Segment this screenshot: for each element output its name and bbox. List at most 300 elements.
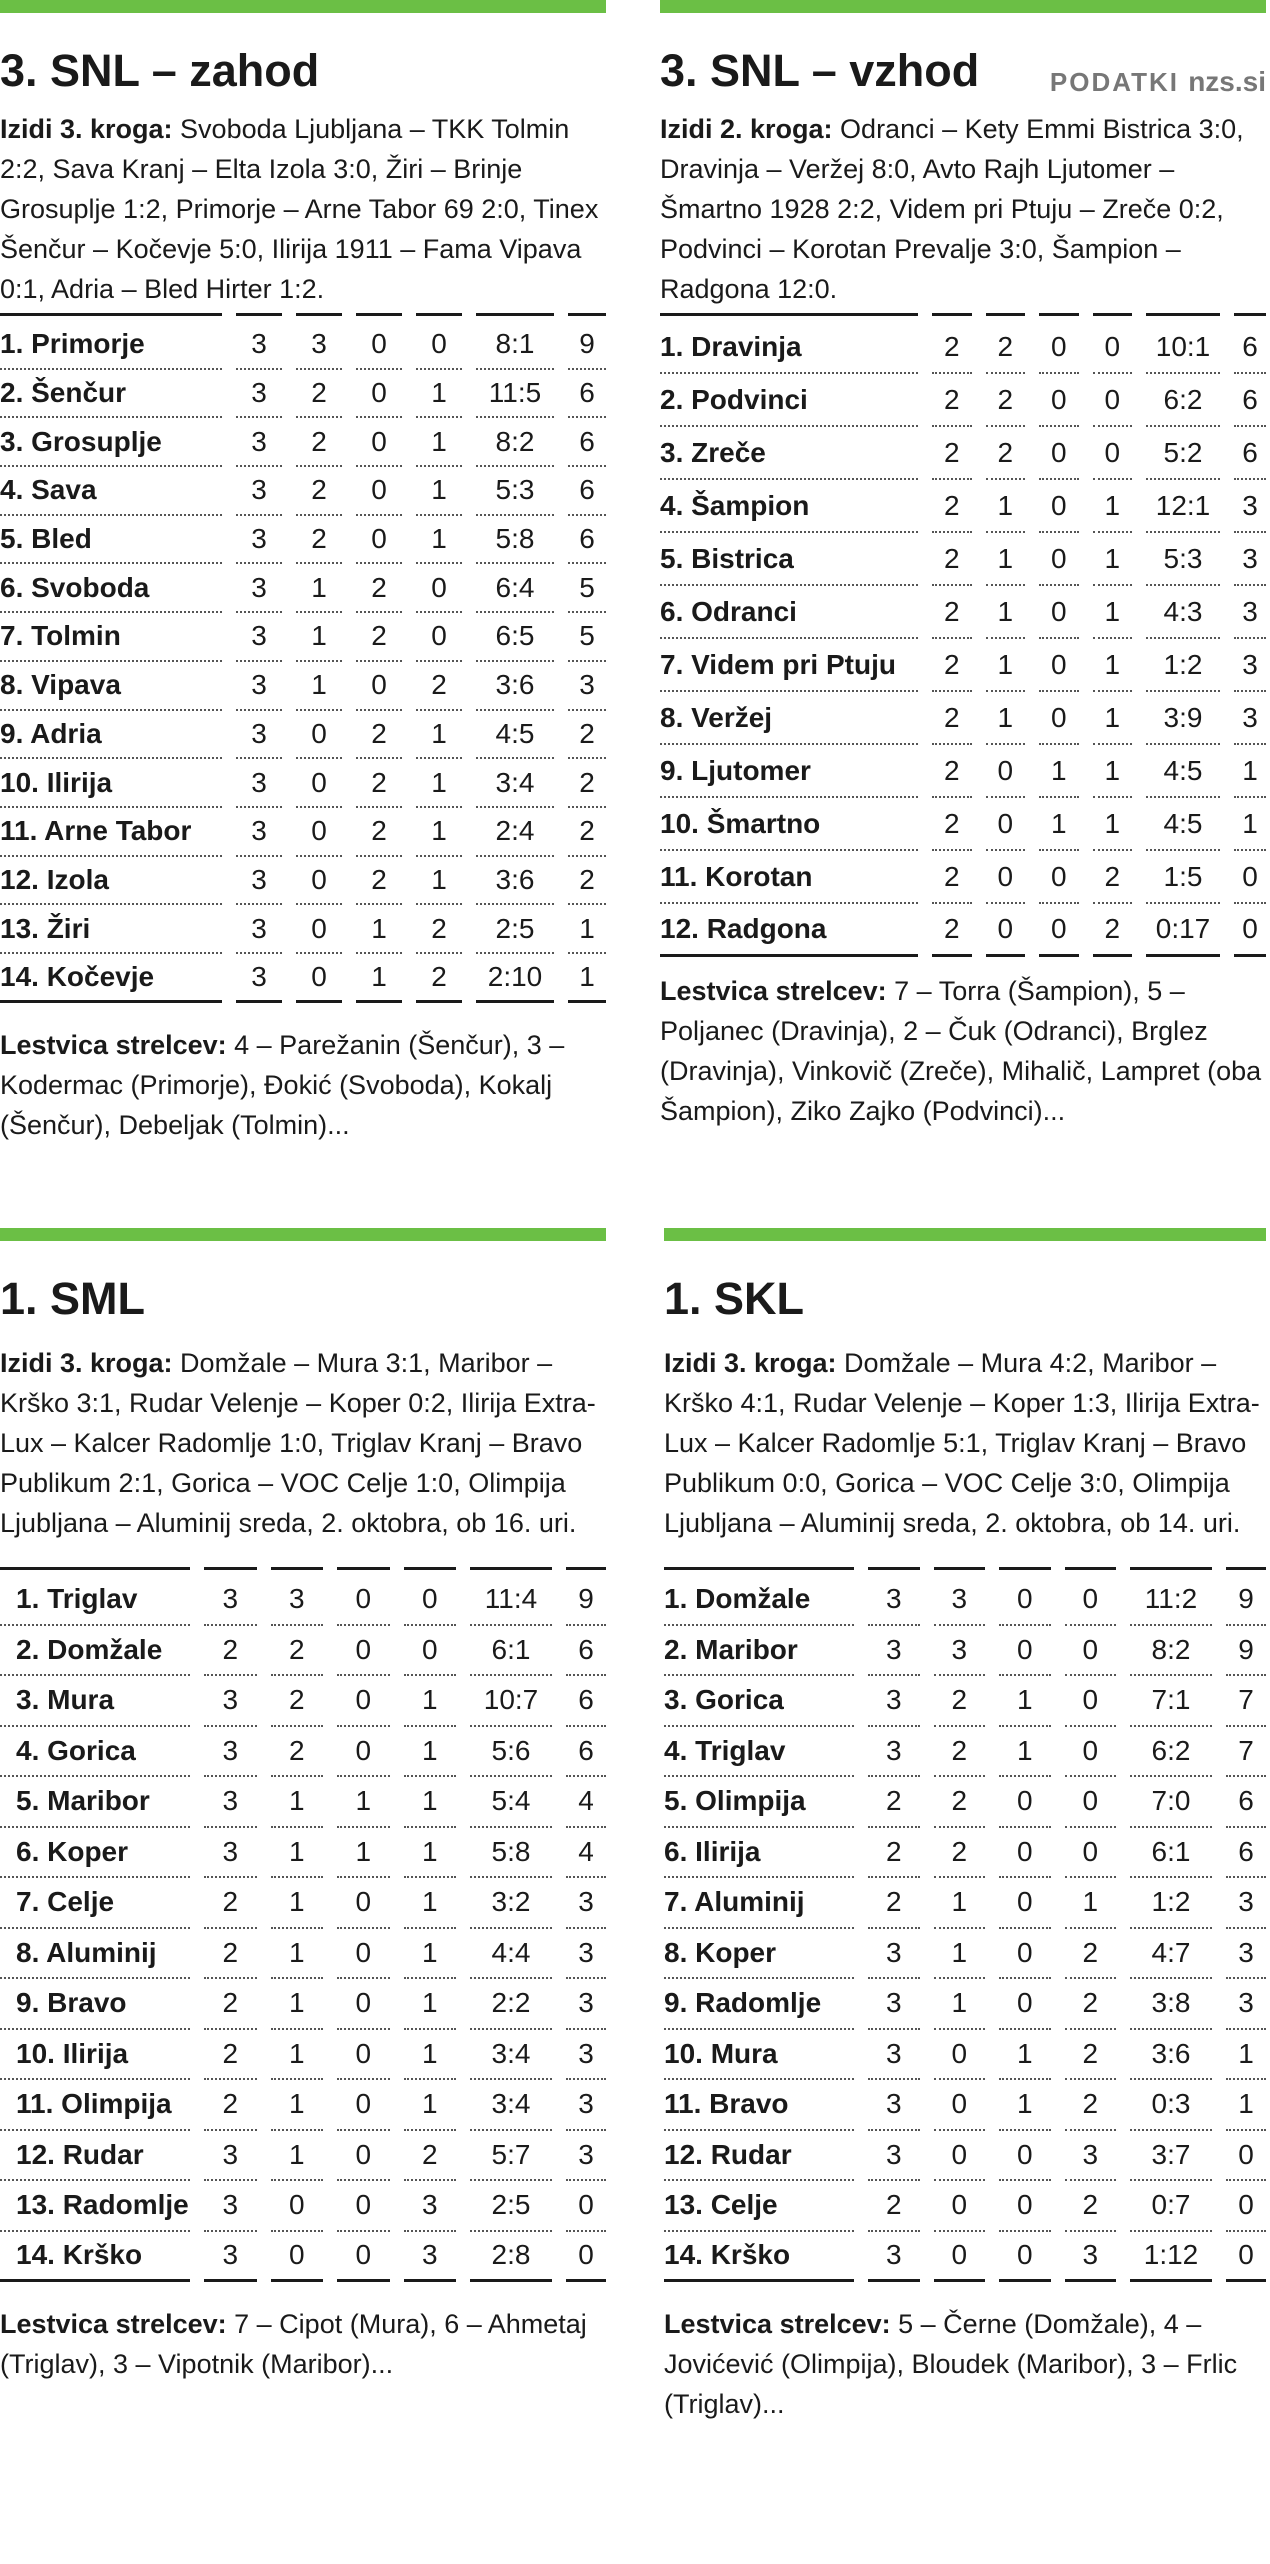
draws-cell: 1 bbox=[999, 1727, 1051, 1778]
table-row bbox=[0, 1575, 606, 1626]
losses-cell: 1 bbox=[404, 1676, 457, 1727]
top-scorers bbox=[0, 2304, 606, 2384]
team-name-cell: 6. Odranci bbox=[660, 586, 918, 639]
standings-table bbox=[0, 1567, 620, 2282]
table-row bbox=[0, 1727, 606, 1778]
draws-cell: 0 bbox=[337, 2232, 390, 2283]
played-cell: 2 bbox=[204, 1878, 257, 1929]
draws-cell: 1 bbox=[1039, 745, 1079, 798]
points-cell: 6 bbox=[568, 370, 606, 419]
wins-cell: 0 bbox=[934, 2080, 986, 2131]
draws-cell: 0 bbox=[337, 2131, 390, 2182]
accent-bar bbox=[0, 0, 606, 13]
points-cell: 6 bbox=[568, 418, 606, 467]
league-panel-sml bbox=[0, 1228, 606, 2384]
points-cell: 6 bbox=[566, 1676, 606, 1727]
played-cell: 2 bbox=[868, 2181, 920, 2232]
wins-cell: 1 bbox=[934, 1878, 986, 1929]
goals-cell: 0:17 bbox=[1146, 904, 1220, 957]
team-name-cell: 3. Mura bbox=[0, 1676, 190, 1727]
results-text bbox=[0, 109, 606, 309]
results-label: Izidi 2. kroga: bbox=[660, 114, 833, 144]
wins-cell: 0 bbox=[986, 904, 1026, 957]
wins-cell: 2 bbox=[296, 516, 342, 565]
team-name-cell: 2. Domžale bbox=[0, 1626, 190, 1677]
played-cell: 3 bbox=[236, 467, 282, 516]
table-row bbox=[0, 905, 606, 954]
losses-cell: 0 bbox=[1065, 1777, 1117, 1828]
goals-cell: 0:3 bbox=[1130, 2080, 1212, 2131]
table-row bbox=[664, 1878, 1266, 1929]
wins-cell: 3 bbox=[934, 1575, 986, 1626]
points-cell: 6 bbox=[568, 516, 606, 565]
goals-cell: 2:5 bbox=[476, 905, 554, 954]
table-row bbox=[660, 639, 1266, 692]
goals-cell: 1:2 bbox=[1130, 1878, 1212, 1929]
table-row bbox=[0, 1777, 606, 1828]
draws-cell: 0 bbox=[1039, 321, 1079, 374]
losses-cell: 2 bbox=[1065, 2080, 1117, 2131]
team-name-cell: 2. Šenčur bbox=[0, 370, 222, 419]
table-row bbox=[0, 662, 606, 711]
wins-cell: 3 bbox=[934, 1626, 986, 1677]
goals-cell: 6:2 bbox=[1146, 374, 1220, 427]
standings-table bbox=[0, 313, 620, 1003]
played-cell: 3 bbox=[204, 2232, 257, 2283]
table-row bbox=[0, 516, 606, 565]
source-label: PODATKI bbox=[1049, 67, 1179, 97]
league-title: 3. SNL – zahod bbox=[0, 45, 320, 96]
table-row bbox=[664, 2080, 1266, 2131]
wins-cell: 2 bbox=[934, 1777, 986, 1828]
standings-table bbox=[646, 313, 1270, 957]
played-cell: 3 bbox=[236, 808, 282, 857]
goals-cell: 3:4 bbox=[470, 2030, 552, 2081]
draws-cell: 1 bbox=[356, 954, 402, 1003]
wins-cell: 0 bbox=[934, 2181, 986, 2232]
league-panel-snl-zahod bbox=[0, 0, 606, 1145]
team-name-cell: 7. Videm pri Ptuju bbox=[660, 639, 918, 692]
table-row bbox=[660, 374, 1266, 427]
top-scorers bbox=[660, 971, 1266, 1131]
points-cell: 0 bbox=[566, 2232, 606, 2283]
team-name-cell: 11. Korotan bbox=[660, 851, 918, 904]
points-cell: 9 bbox=[568, 321, 606, 370]
team-name-cell: 11. Bravo bbox=[664, 2080, 854, 2131]
played-cell: 2 bbox=[932, 321, 972, 374]
results-body: Domžale – Mura 3:1, Maribor – Krško 3:1, Rudar Velenje – Koper 0:2, Ilirija Extra-Lux – Kalcer Radomlje 1:0, Triglav Kranj – Bravo Publikum 2:1, Gorica – VOC Celje 1:0, Olimpija Ljubljana – Aluminij sreda, 2. oktobra, ob 16. uri. bbox=[0, 1348, 596, 1538]
draws-cell: 0 bbox=[1039, 904, 1079, 957]
team-name-cell: 14. Krško bbox=[664, 2232, 854, 2283]
draws-cell: 0 bbox=[337, 1878, 390, 1929]
losses-cell: 2 bbox=[1093, 851, 1133, 904]
draws-cell: 0 bbox=[337, 1676, 390, 1727]
goals-cell: 2:4 bbox=[476, 808, 554, 857]
team-name-cell: 5. Bled bbox=[0, 516, 222, 565]
wins-cell: 0 bbox=[934, 2030, 986, 2081]
losses-cell: 1 bbox=[404, 1777, 457, 1828]
wins-cell: 0 bbox=[934, 2131, 986, 2182]
losses-cell: 0 bbox=[416, 564, 462, 613]
draws-cell: 0 bbox=[999, 2181, 1051, 2232]
goals-cell: 7:0 bbox=[1130, 1777, 1212, 1828]
draws-cell: 1 bbox=[356, 905, 402, 954]
played-cell: 3 bbox=[868, 2080, 920, 2131]
played-cell: 3 bbox=[868, 2131, 920, 2182]
table-row bbox=[660, 851, 1266, 904]
played-cell: 3 bbox=[236, 418, 282, 467]
played-cell: 3 bbox=[236, 954, 282, 1003]
played-cell: 3 bbox=[236, 759, 282, 808]
table-row bbox=[0, 467, 606, 516]
table-row bbox=[660, 533, 1266, 586]
goals-cell: 5:3 bbox=[476, 467, 554, 516]
draws-cell: 0 bbox=[1039, 639, 1079, 692]
team-name-cell: 6. Ilirija bbox=[664, 1828, 854, 1879]
losses-cell: 1 bbox=[416, 759, 462, 808]
table-row bbox=[660, 427, 1266, 480]
draws-cell: 0 bbox=[337, 1626, 390, 1677]
goals-cell: 5:7 bbox=[470, 2131, 552, 2182]
losses-cell: 2 bbox=[416, 662, 462, 711]
goals-cell: 3:6 bbox=[1130, 2030, 1212, 2081]
table-row bbox=[0, 2181, 606, 2232]
goals-cell: 5:3 bbox=[1146, 533, 1220, 586]
played-cell: 3 bbox=[204, 2181, 257, 2232]
results-text bbox=[0, 1343, 606, 1543]
team-name-cell: 12. Radgona bbox=[660, 904, 918, 957]
points-cell: 6 bbox=[1226, 1777, 1266, 1828]
wins-cell: 1 bbox=[986, 639, 1026, 692]
draws-cell: 2 bbox=[356, 711, 402, 760]
table-row bbox=[660, 798, 1266, 851]
team-name-cell: 1. Dravinja bbox=[660, 321, 918, 374]
goals-cell: 8:1 bbox=[476, 321, 554, 370]
table-row bbox=[0, 1979, 606, 2030]
goals-cell: 2:10 bbox=[476, 954, 554, 1003]
goals-cell: 3:6 bbox=[476, 857, 554, 906]
accent-bar bbox=[664, 1228, 1266, 1241]
played-cell: 2 bbox=[868, 1878, 920, 1929]
points-cell: 2 bbox=[568, 711, 606, 760]
played-cell: 2 bbox=[868, 1828, 920, 1879]
table-row bbox=[664, 1979, 1266, 2030]
wins-cell: 1 bbox=[986, 480, 1026, 533]
played-cell: 2 bbox=[204, 1626, 257, 1677]
results-label: Izidi 3. kroga: bbox=[0, 1348, 173, 1378]
losses-cell: 1 bbox=[416, 857, 462, 906]
played-cell: 3 bbox=[236, 905, 282, 954]
losses-cell: 1 bbox=[416, 711, 462, 760]
wins-cell: 1 bbox=[271, 2131, 324, 2182]
points-cell: 3 bbox=[1226, 1878, 1266, 1929]
goals-cell: 7:1 bbox=[1130, 1676, 1212, 1727]
wins-cell: 1 bbox=[986, 533, 1026, 586]
played-cell: 2 bbox=[868, 1777, 920, 1828]
points-cell: 3 bbox=[1226, 1929, 1266, 1980]
team-name-cell: 1. Primorje bbox=[0, 321, 222, 370]
table-row bbox=[660, 904, 1266, 957]
wins-cell: 1 bbox=[296, 564, 342, 613]
results-label: Izidi 3. kroga: bbox=[664, 1348, 837, 1378]
team-name-cell: 5. Maribor bbox=[0, 1777, 190, 1828]
wins-cell: 0 bbox=[296, 808, 342, 857]
goals-cell: 1:2 bbox=[1146, 639, 1220, 692]
losses-cell: 2 bbox=[1065, 2181, 1117, 2232]
team-name-cell: 1. Triglav bbox=[0, 1575, 190, 1626]
draws-cell: 1 bbox=[337, 1828, 390, 1879]
played-cell: 2 bbox=[932, 480, 972, 533]
played-cell: 3 bbox=[236, 370, 282, 419]
losses-cell: 2 bbox=[1065, 2030, 1117, 2081]
draws-cell: 0 bbox=[337, 1727, 390, 1778]
losses-cell: 1 bbox=[1093, 798, 1133, 851]
draws-cell: 0 bbox=[337, 2080, 390, 2131]
goals-cell: 11:4 bbox=[470, 1575, 552, 1626]
wins-cell: 1 bbox=[296, 662, 342, 711]
goals-cell: 6:5 bbox=[476, 613, 554, 662]
losses-cell: 1 bbox=[416, 370, 462, 419]
team-name-cell: 7. Aluminij bbox=[664, 1878, 854, 1929]
wins-cell: 0 bbox=[986, 745, 1026, 798]
draws-cell: 0 bbox=[1039, 374, 1079, 427]
losses-cell: 2 bbox=[1065, 1979, 1117, 2030]
points-cell: 6 bbox=[1234, 321, 1266, 374]
draws-cell: 0 bbox=[356, 321, 402, 370]
draws-cell: 2 bbox=[356, 808, 402, 857]
team-name-cell: 13. Žiri bbox=[0, 905, 222, 954]
losses-cell: 1 bbox=[404, 2030, 457, 2081]
points-cell: 7 bbox=[1226, 1676, 1266, 1727]
table-row bbox=[0, 370, 606, 419]
goals-cell: 2:5 bbox=[470, 2181, 552, 2232]
table-row bbox=[664, 2181, 1266, 2232]
team-name-cell: 11. Arne Tabor bbox=[0, 808, 222, 857]
wins-cell: 2 bbox=[296, 467, 342, 516]
wins-cell: 1 bbox=[934, 1979, 986, 2030]
points-cell: 0 bbox=[1226, 2232, 1266, 2283]
goals-cell: 12:1 bbox=[1146, 480, 1220, 533]
scorers-body: 7 – Torra (Šampion), 5 – Poljanec (Dravinja), 2 – Čuk (Odranci), Brglez (Dravinja), Vinkovič (Zreče), Mihalič, Lampret (oba Šampion), Ziko Zajko (Podvinci)... bbox=[660, 976, 1262, 1126]
losses-cell: 3 bbox=[404, 2232, 457, 2283]
losses-cell: 1 bbox=[404, 1828, 457, 1879]
wins-cell: 0 bbox=[986, 798, 1026, 851]
losses-cell: 0 bbox=[404, 1626, 457, 1677]
points-cell: 9 bbox=[566, 1575, 606, 1626]
played-cell: 3 bbox=[868, 1626, 920, 1677]
losses-cell: 0 bbox=[404, 1575, 457, 1626]
points-cell: 6 bbox=[1234, 427, 1266, 480]
table-row bbox=[664, 2232, 1266, 2283]
points-cell: 1 bbox=[1226, 2030, 1266, 2081]
league-panel-snl-vzhod bbox=[660, 0, 1266, 1131]
accent-bar bbox=[660, 0, 1266, 13]
table-row bbox=[0, 564, 606, 613]
played-cell: 2 bbox=[932, 745, 972, 798]
draws-cell: 1 bbox=[999, 2080, 1051, 2131]
table-row bbox=[664, 2131, 1266, 2182]
losses-cell: 0 bbox=[1093, 427, 1133, 480]
scorers-label: Lestvica strelcev: bbox=[0, 2309, 227, 2339]
played-cell: 3 bbox=[236, 613, 282, 662]
team-name-cell: 13. Celje bbox=[664, 2181, 854, 2232]
goals-cell: 4:5 bbox=[1146, 798, 1220, 851]
table-row bbox=[660, 321, 1266, 374]
played-cell: 2 bbox=[932, 427, 972, 480]
points-cell: 2 bbox=[568, 808, 606, 857]
played-cell: 3 bbox=[868, 1575, 920, 1626]
losses-cell: 0 bbox=[1065, 1626, 1117, 1677]
results-body: Odranci – Kety Emmi Bistrica 3:0, Dravinja – Veržej 8:0, Avto Rajh Ljutomer – Šmartno 1928 2:2, Videm pri Ptuju – Zreče 0:2, Podvinci – Korotan Prevalje 3:0, Šampion – Radgona 12:0. bbox=[660, 114, 1244, 304]
table-row bbox=[660, 480, 1266, 533]
points-cell: 6 bbox=[566, 1727, 606, 1778]
points-cell: 1 bbox=[1234, 745, 1266, 798]
draws-cell: 0 bbox=[337, 2030, 390, 2081]
table-row bbox=[0, 2080, 606, 2131]
losses-cell: 3 bbox=[1065, 2232, 1117, 2283]
wins-cell: 0 bbox=[271, 2232, 324, 2283]
losses-cell: 1 bbox=[404, 2080, 457, 2131]
team-name-cell: 1. Domžale bbox=[664, 1575, 854, 1626]
table-row bbox=[0, 1878, 606, 1929]
wins-cell: 0 bbox=[296, 954, 342, 1003]
team-name-cell: 4. Sava bbox=[0, 467, 222, 516]
table-row bbox=[664, 1828, 1266, 1879]
played-cell: 2 bbox=[932, 533, 972, 586]
points-cell: 1 bbox=[1234, 798, 1266, 851]
played-cell: 2 bbox=[204, 1979, 257, 2030]
team-name-cell: 2. Podvinci bbox=[660, 374, 918, 427]
draws-cell: 0 bbox=[1039, 427, 1079, 480]
table-row bbox=[0, 1929, 606, 1980]
scorers-label: Lestvica strelcev: bbox=[660, 976, 887, 1006]
wins-cell: 1 bbox=[296, 613, 342, 662]
table-row bbox=[664, 1676, 1266, 1727]
league-title: 1. SKL bbox=[664, 1273, 805, 1324]
points-cell: 3 bbox=[566, 2030, 606, 2081]
losses-cell: 2 bbox=[416, 905, 462, 954]
played-cell: 2 bbox=[204, 1929, 257, 1980]
goals-cell: 6:1 bbox=[470, 1626, 552, 1677]
points-cell: 9 bbox=[1226, 1575, 1266, 1626]
points-cell: 3 bbox=[566, 2131, 606, 2182]
results-body: Domžale – Mura 4:2, Maribor – Krško 4:1, Rudar Velenje – Koper 1:3, Ilirija Extra-Lux – Kalcer Radomlje 5:1, Triglav Kranj – Bravo Publikum 0:0, Gorica – VOC Celje 3:0, Olimpija Ljubljana – Aluminij sreda, 2. oktobra, ob 14. uri. bbox=[664, 1348, 1260, 1538]
table-row bbox=[0, 1676, 606, 1727]
played-cell: 2 bbox=[932, 692, 972, 745]
team-name-cell: 10. Mura bbox=[664, 2030, 854, 2081]
wins-cell: 2 bbox=[986, 374, 1026, 427]
played-cell: 3 bbox=[868, 1979, 920, 2030]
draws-cell: 0 bbox=[337, 2181, 390, 2232]
table-row bbox=[0, 1626, 606, 1677]
points-cell: 3 bbox=[1234, 639, 1266, 692]
points-cell: 1 bbox=[568, 954, 606, 1003]
team-name-cell: 12. Rudar bbox=[664, 2131, 854, 2182]
losses-cell: 0 bbox=[1065, 1828, 1117, 1879]
goals-cell: 2:8 bbox=[470, 2232, 552, 2283]
points-cell: 0 bbox=[566, 2181, 606, 2232]
top-scorers bbox=[664, 2304, 1266, 2424]
wins-cell: 0 bbox=[296, 905, 342, 954]
table-row bbox=[664, 1626, 1266, 1677]
losses-cell: 1 bbox=[1093, 533, 1133, 586]
draws-cell: 0 bbox=[999, 1575, 1051, 1626]
wins-cell: 2 bbox=[296, 370, 342, 419]
points-cell: 2 bbox=[568, 759, 606, 808]
team-name-cell: 4. Gorica bbox=[0, 1727, 190, 1778]
played-cell: 3 bbox=[236, 321, 282, 370]
played-cell: 3 bbox=[204, 1727, 257, 1778]
wins-cell: 1 bbox=[271, 1828, 324, 1879]
played-cell: 3 bbox=[204, 1676, 257, 1727]
results-text bbox=[660, 109, 1266, 309]
team-name-cell: 10. Šmartno bbox=[660, 798, 918, 851]
goals-cell: 11:2 bbox=[1130, 1575, 1212, 1626]
losses-cell: 1 bbox=[1093, 745, 1133, 798]
table-row bbox=[0, 954, 606, 1003]
points-cell: 0 bbox=[1226, 2181, 1266, 2232]
team-name-cell: 12. Izola bbox=[0, 857, 222, 906]
team-name-cell: 7. Tolmin bbox=[0, 613, 222, 662]
played-cell: 2 bbox=[932, 586, 972, 639]
draws-cell: 0 bbox=[1039, 533, 1079, 586]
goals-cell: 6:1 bbox=[1130, 1828, 1212, 1879]
losses-cell: 1 bbox=[1093, 639, 1133, 692]
draws-cell: 0 bbox=[999, 2131, 1051, 2182]
table-row bbox=[0, 2131, 606, 2182]
draws-cell: 0 bbox=[999, 1777, 1051, 1828]
table-row bbox=[0, 808, 606, 857]
wins-cell: 0 bbox=[296, 759, 342, 808]
wins-cell: 2 bbox=[986, 321, 1026, 374]
goals-cell: 10:1 bbox=[1146, 321, 1220, 374]
table-row bbox=[664, 2030, 1266, 2081]
losses-cell: 2 bbox=[1093, 904, 1133, 957]
losses-cell: 0 bbox=[1065, 1727, 1117, 1778]
draws-cell: 0 bbox=[1039, 586, 1079, 639]
points-cell: 1 bbox=[1226, 2080, 1266, 2131]
points-cell: 7 bbox=[1226, 1727, 1266, 1778]
points-cell: 4 bbox=[566, 1828, 606, 1879]
points-cell: 3 bbox=[1226, 1979, 1266, 2030]
table-row bbox=[0, 2030, 606, 2081]
team-name-cell: 13. Radomlje bbox=[0, 2181, 190, 2232]
played-cell: 2 bbox=[932, 374, 972, 427]
goals-cell: 3:2 bbox=[470, 1878, 552, 1929]
losses-cell: 1 bbox=[1093, 480, 1133, 533]
goals-cell: 0:7 bbox=[1130, 2181, 1212, 2232]
wins-cell: 1 bbox=[271, 2030, 324, 2081]
goals-cell: 5:8 bbox=[470, 1828, 552, 1879]
points-cell: 4 bbox=[566, 1777, 606, 1828]
played-cell: 3 bbox=[868, 1929, 920, 1980]
losses-cell: 1 bbox=[404, 1979, 457, 2030]
points-cell: 3 bbox=[1234, 480, 1266, 533]
goals-cell: 6:4 bbox=[476, 564, 554, 613]
table-row bbox=[0, 2232, 606, 2283]
team-name-cell: 7. Celje bbox=[0, 1878, 190, 1929]
table-row bbox=[660, 745, 1266, 798]
draws-cell: 0 bbox=[356, 370, 402, 419]
table-row bbox=[664, 1777, 1266, 1828]
wins-cell: 2 bbox=[986, 427, 1026, 480]
team-name-cell: 5. Olimpija bbox=[664, 1777, 854, 1828]
draws-cell: 0 bbox=[1039, 480, 1079, 533]
team-name-cell: 9. Bravo bbox=[0, 1979, 190, 2030]
table-row bbox=[660, 692, 1266, 745]
team-name-cell: 6. Koper bbox=[0, 1828, 190, 1879]
draws-cell: 0 bbox=[356, 418, 402, 467]
